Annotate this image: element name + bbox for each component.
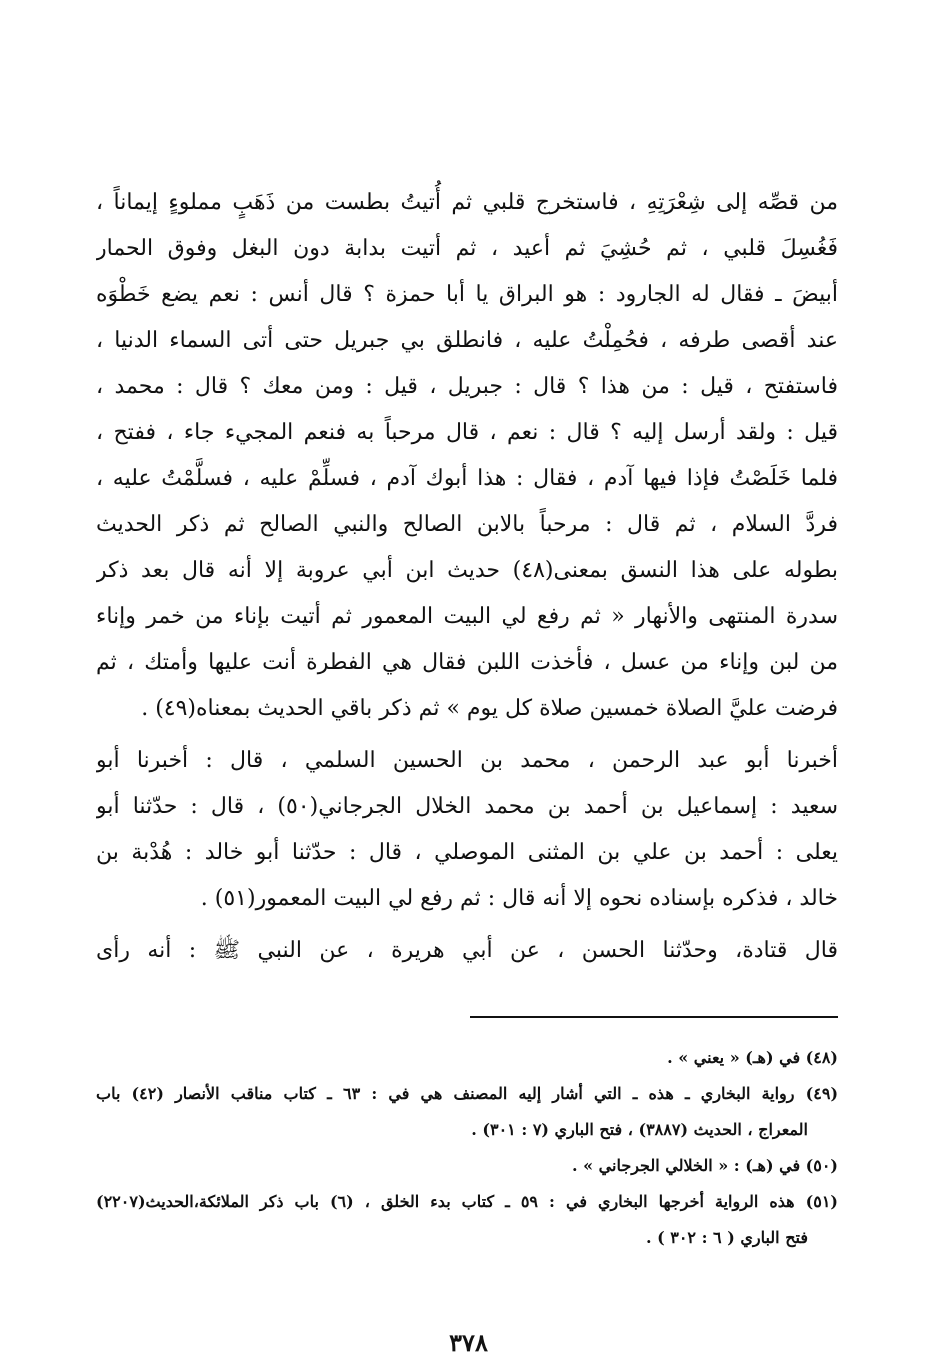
text-line: سعيد : إسماعيل بن أحمد بن محمد الخلال الجرجاني(٥٠) ، قال : حدّثنا أبو	[96, 794, 838, 819]
text-line: فلما خَلَصْتُ فإذا فيها آدم ، فقال : هذا أبوك آدم ، فسلِّمْ عليه ، فسلَّمْتُ عليه ،	[96, 466, 838, 491]
footnote-51-continuation: فتح الباري ( ٦ : ٣٠٢ ) .	[645, 1228, 808, 1247]
text-line: من لبن وإناء من عسل ، فأخذت اللبن فقال هي الفطرة أنت عليها وأمتك ، ثم	[96, 650, 838, 675]
text-line: فردَّ السلام ، ثم قال : مرحباً بالابن الصالح والنبي الصالح ثم ذكر الحديث	[96, 512, 838, 537]
text-line: أبيضَ ـ فقال له الجارود : هو البراق يا أبا حمزة ؟ قال أنس : نعم يضع خَطْوَه	[96, 282, 838, 307]
text-line: قيل : ولقد أرسل إليه ؟ قال : نعم ، قال مرحباً به فنعم المجيء جاء ، ففتح ،	[96, 420, 838, 445]
text-line: يعلى : أحمد بن علي بن المثنى الموصلي ، قال : حدّثنا أبو خالد : هُدْبة بن	[96, 840, 838, 865]
footnote-49-continuation: المعراج ، الحديث (٣٨٨٧) ، فتح الباري (٧ : ٣٠١) .	[471, 1120, 808, 1139]
footnote-48: (٤٨) في (هـ) « يعني » .	[667, 1048, 838, 1067]
text-line: بطوله على هذا النسق بمعنى(٤٨) حديث ابن أبي عروبة إلا أنه قال بعد ذكر	[96, 558, 838, 583]
text-line: أخبرنا أبو عبد الرحمن ، محمد بن الحسين السلمي ، قال : أخبرنا أبو	[96, 748, 838, 773]
text-line: فاستفتح ، قيل : من هذا ؟ قال : جبريل ، قيل : ومن معك ؟ قال : محمد ،	[96, 374, 838, 399]
page-number: ٣٧٨	[449, 1328, 488, 1357]
footnote-50: (٥٠) في (هـ) : « الخلالي الجرجاني » .	[571, 1156, 838, 1175]
footnotes	[96, 1040, 838, 1256]
text-line: قال قتادة، وحدّثنا الحسن ، عن أبي هريرة ، عن النبي ﷺ : أنه رأى	[96, 938, 838, 963]
paragraph-isnad	[96, 738, 838, 922]
text-line: فَغُسِلَ قلبي ، ثم حُشِيَ ثم أعيد ، ثم أتيت بدابة دون البغل وفوق الحمار	[96, 236, 838, 261]
footnote-51: (٥١) هذه الرواية أخرجها البخاري في : ٥٩ ـ كتاب بدء الخلق ، (٦) باب ذكر الملائكة،الحديث(٢٢٠٧)	[96, 1192, 838, 1211]
footnote-49: (٤٩) رواية البخاري ـ هذه ـ التي أشار إليه المصنف هي في : ٦٣ ـ كتاب مناقب الأنصار (٤٢) باب	[96, 1084, 838, 1103]
paragraph-qatada	[96, 928, 838, 974]
text-line: سدرة المنتهى والأنهار « ثم رفع لي البيت المعمور ثم أتيت بإناء من خمر وإناء	[96, 604, 838, 629]
text-line: عند أقصى طرفه ، فحُمِلْتُ عليه ، فانطلق بي جبريل حتى أتى السماء الدنيا ،	[96, 328, 838, 353]
text-line: من قصِّه إلى شِعْرَتِهِ ، فاستخرج قلبي ثم أُتيتُ بطست من ذَهَبٍ مملوءٍ إيماناً ،	[96, 190, 838, 215]
text-line: خالد ، فذكره بإسناده نحوه إلا أنه قال : ثم رفع لي البيت المعمور(٥١) .	[200, 886, 838, 911]
paragraph-hadith-isra	[96, 180, 838, 732]
footnote-divider	[470, 1016, 838, 1018]
text-line: فرضت عليَّ الصلاة خمسين صلاة كل يوم » ثم ذكر باقي الحديث بمعناه(٤٩) .	[141, 696, 838, 721]
